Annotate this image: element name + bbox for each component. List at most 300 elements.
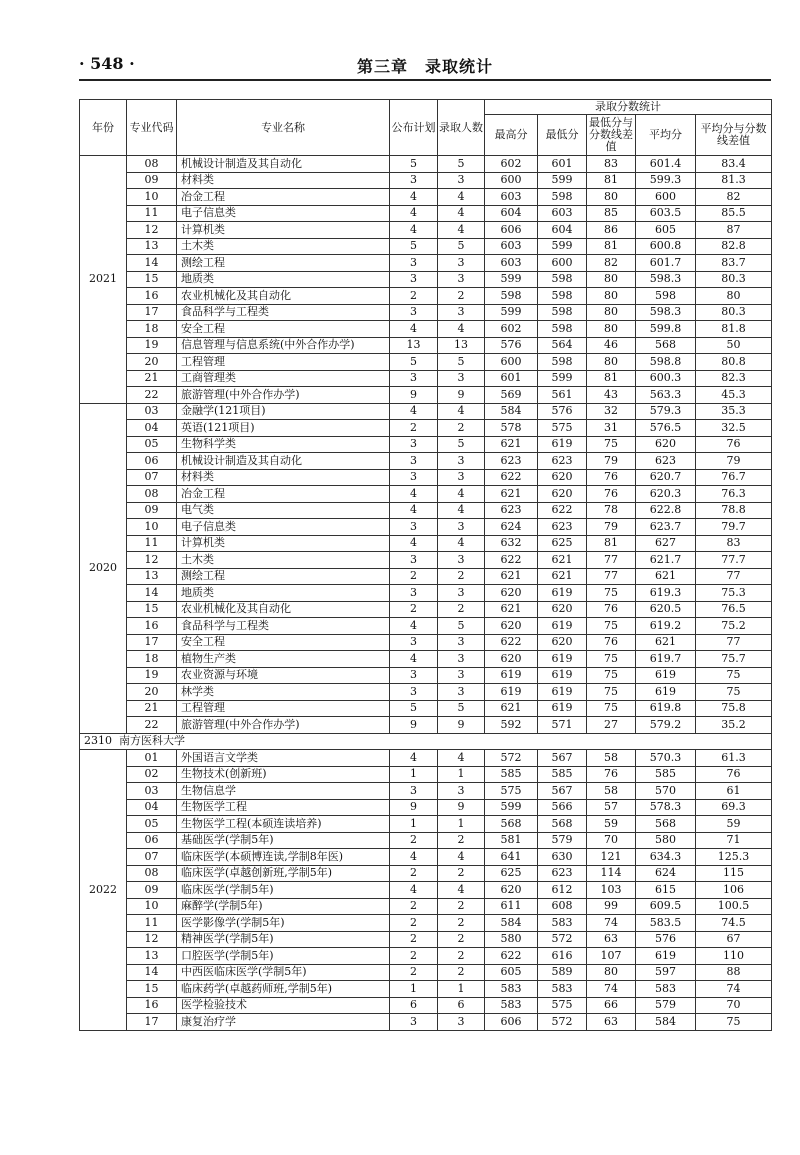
avg-diff-cell: 81.8	[696, 321, 772, 338]
name-cell: 测绘工程	[177, 568, 390, 585]
avg-cell: 580	[636, 832, 696, 849]
col-avg: 平均分	[636, 115, 696, 156]
avg-diff-cell: 67	[696, 931, 772, 948]
table-row	[80, 337, 772, 354]
max-cell: 603	[485, 255, 538, 272]
min-diff-cell: 63	[587, 1014, 636, 1031]
admitted-cell: 9	[438, 799, 485, 816]
plan-cell: 2	[390, 601, 438, 618]
plan-cell: 3	[390, 370, 438, 387]
min-cell: 598	[538, 271, 587, 288]
min-cell: 601	[538, 156, 587, 173]
min-cell: 598	[538, 288, 587, 305]
code-cell: 13	[127, 948, 177, 965]
max-cell: 581	[485, 832, 538, 849]
name-cell: 旅游管理(中外合作办学)	[177, 717, 390, 734]
table-row	[80, 1014, 772, 1031]
min-diff-cell: 80	[587, 354, 636, 371]
name-cell: 林学类	[177, 684, 390, 701]
admitted-cell: 9	[438, 717, 485, 734]
code-cell: 18	[127, 651, 177, 668]
name-cell: 计算机类	[177, 222, 390, 239]
table-row	[80, 387, 772, 404]
code-cell: 15	[127, 981, 177, 998]
min-diff-cell: 83	[587, 156, 636, 173]
name-cell: 生物医学工程(本硕连读培养)	[177, 816, 390, 833]
name-cell: 生物技术(创新班)	[177, 766, 390, 783]
avg-cell: 621	[636, 568, 696, 585]
avg-diff-cell: 82.8	[696, 238, 772, 255]
max-cell: 622	[485, 469, 538, 486]
min-cell: 567	[538, 783, 587, 800]
table-row	[80, 585, 772, 602]
name-cell: 地质类	[177, 585, 390, 602]
min-diff-cell: 74	[587, 915, 636, 932]
admitted-cell: 3	[438, 172, 485, 189]
admitted-cell: 2	[438, 964, 485, 981]
table-row	[80, 486, 772, 503]
max-cell: 592	[485, 717, 538, 734]
col-year: 年份	[80, 100, 127, 156]
avg-cell: 583	[636, 981, 696, 998]
admitted-cell: 2	[438, 931, 485, 948]
max-cell: 605	[485, 964, 538, 981]
admission-table	[79, 99, 772, 1031]
plan-cell: 9	[390, 717, 438, 734]
min-diff-cell: 43	[587, 387, 636, 404]
avg-cell: 603.5	[636, 205, 696, 222]
name-cell: 临床药学(卓越药师班,学制5年)	[177, 981, 390, 998]
min-cell: 575	[538, 997, 587, 1014]
min-cell: 561	[538, 387, 587, 404]
admitted-cell: 2	[438, 288, 485, 305]
avg-cell: 584	[636, 1014, 696, 1031]
max-cell: 641	[485, 849, 538, 866]
min-cell: 630	[538, 849, 587, 866]
avg-diff-cell: 45.3	[696, 387, 772, 404]
code-cell: 11	[127, 535, 177, 552]
avg-cell: 623.7	[636, 519, 696, 536]
name-cell: 农业机械化及其自动化	[177, 288, 390, 305]
avg-cell: 619.3	[636, 585, 696, 602]
code-cell: 20	[127, 684, 177, 701]
name-cell: 信息管理与信息系统(中外合作办学)	[177, 337, 390, 354]
table-row	[80, 222, 772, 239]
plan-cell: 4	[390, 882, 438, 899]
avg-diff-cell: 35.3	[696, 403, 772, 420]
code-cell: 11	[127, 205, 177, 222]
max-cell: 601	[485, 370, 538, 387]
year-cell: 2021	[80, 156, 127, 404]
max-cell: 621	[485, 700, 538, 717]
code-cell: 06	[127, 832, 177, 849]
table-row	[80, 849, 772, 866]
table-row	[80, 865, 772, 882]
avg-cell: 598	[636, 288, 696, 305]
avg-diff-cell: 115	[696, 865, 772, 882]
max-cell: 606	[485, 222, 538, 239]
max-cell: 621	[485, 568, 538, 585]
admitted-cell: 3	[438, 271, 485, 288]
min-diff-cell: 76	[587, 469, 636, 486]
min-diff-cell: 75	[587, 667, 636, 684]
plan-cell: 4	[390, 502, 438, 519]
max-cell: 600	[485, 172, 538, 189]
admitted-cell: 4	[438, 189, 485, 206]
plan-cell: 2	[390, 865, 438, 882]
admitted-cell: 2	[438, 832, 485, 849]
max-cell: 585	[485, 766, 538, 783]
avg-diff-cell: 80.3	[696, 304, 772, 321]
plan-cell: 3	[390, 1014, 438, 1031]
avg-cell: 619.7	[636, 651, 696, 668]
min-diff-cell: 46	[587, 337, 636, 354]
min-cell: 619	[538, 651, 587, 668]
plan-cell: 3	[390, 271, 438, 288]
table-body-1	[80, 156, 772, 734]
avg-cell: 599.3	[636, 172, 696, 189]
table-row	[80, 156, 772, 173]
min-cell: 623	[538, 519, 587, 536]
code-cell: 09	[127, 502, 177, 519]
name-cell: 外国语言文学类	[177, 750, 390, 767]
min-cell: 619	[538, 684, 587, 701]
avg-diff-cell: 76.5	[696, 601, 772, 618]
code-cell: 10	[127, 189, 177, 206]
min-diff-cell: 58	[587, 750, 636, 767]
min-cell: 623	[538, 865, 587, 882]
min-cell: 583	[538, 915, 587, 932]
min-diff-cell: 77	[587, 552, 636, 569]
avg-diff-cell: 76.3	[696, 486, 772, 503]
code-cell: 07	[127, 469, 177, 486]
admitted-cell: 3	[438, 469, 485, 486]
col-score-group: 录取分数统计	[485, 100, 772, 115]
min-cell: 620	[538, 469, 587, 486]
max-cell: 584	[485, 915, 538, 932]
name-cell: 电子信息类	[177, 519, 390, 536]
avg-cell: 615	[636, 882, 696, 899]
max-cell: 619	[485, 684, 538, 701]
max-cell: 623	[485, 502, 538, 519]
avg-diff-cell: 77	[696, 634, 772, 651]
code-cell: 13	[127, 568, 177, 585]
table-row	[80, 172, 772, 189]
table-row	[80, 964, 772, 981]
max-cell: 621	[485, 486, 538, 503]
plan-cell: 1	[390, 981, 438, 998]
col-name: 专业名称	[177, 100, 390, 156]
min-diff-cell: 75	[587, 651, 636, 668]
code-cell: 21	[127, 370, 177, 387]
min-cell: 568	[538, 816, 587, 833]
admitted-cell: 5	[438, 618, 485, 635]
min-cell: 598	[538, 189, 587, 206]
name-cell: 旅游管理(中外合作办学)	[177, 387, 390, 404]
avg-diff-cell: 71	[696, 832, 772, 849]
avg-diff-cell: 79	[696, 453, 772, 470]
min-cell: 598	[538, 321, 587, 338]
min-diff-cell: 31	[587, 420, 636, 437]
plan-cell: 3	[390, 552, 438, 569]
min-diff-cell: 99	[587, 898, 636, 915]
avg-diff-cell: 75.7	[696, 651, 772, 668]
max-cell: 599	[485, 799, 538, 816]
name-cell: 测绘工程	[177, 255, 390, 272]
code-cell: 19	[127, 667, 177, 684]
admitted-cell: 3	[438, 585, 485, 602]
code-cell: 02	[127, 766, 177, 783]
min-diff-cell: 80	[587, 964, 636, 981]
code-cell: 06	[127, 453, 177, 470]
name-cell: 食品科学与工程类	[177, 618, 390, 635]
table-row	[80, 469, 772, 486]
max-cell: 632	[485, 535, 538, 552]
plan-cell: 9	[390, 799, 438, 816]
table-row	[80, 816, 772, 833]
name-cell: 工程管理	[177, 700, 390, 717]
max-cell: 576	[485, 337, 538, 354]
plan-cell: 3	[390, 304, 438, 321]
avg-diff-cell: 76	[696, 436, 772, 453]
plan-cell: 2	[390, 832, 438, 849]
table-row	[80, 535, 772, 552]
code-cell: 14	[127, 585, 177, 602]
avg-diff-cell: 77	[696, 568, 772, 585]
max-cell: 620	[485, 618, 538, 635]
avg-diff-cell: 85.5	[696, 205, 772, 222]
admitted-cell: 3	[438, 552, 485, 569]
admitted-cell: 4	[438, 502, 485, 519]
min-diff-cell: 66	[587, 997, 636, 1014]
min-diff-cell: 78	[587, 502, 636, 519]
avg-cell: 609.5	[636, 898, 696, 915]
name-cell: 电子信息类	[177, 205, 390, 222]
avg-cell: 622.8	[636, 502, 696, 519]
table-row	[80, 519, 772, 536]
col-avg-diff: 平均分与分数线差值	[696, 115, 772, 156]
plan-cell: 2	[390, 915, 438, 932]
table-row	[80, 948, 772, 965]
avg-cell: 568	[636, 337, 696, 354]
plan-cell: 4	[390, 651, 438, 668]
avg-cell: 620	[636, 436, 696, 453]
plan-cell: 13	[390, 337, 438, 354]
admitted-cell: 4	[438, 535, 485, 552]
avg-diff-cell: 88	[696, 964, 772, 981]
max-cell: 599	[485, 271, 538, 288]
code-cell: 22	[127, 387, 177, 404]
min-cell: 598	[538, 304, 587, 321]
min-diff-cell: 76	[587, 601, 636, 618]
admitted-cell: 3	[438, 304, 485, 321]
code-cell: 18	[127, 321, 177, 338]
admitted-cell: 4	[438, 486, 485, 503]
max-cell: 620	[485, 585, 538, 602]
school-section-row	[80, 733, 772, 750]
admitted-cell: 5	[438, 700, 485, 717]
name-cell: 土木类	[177, 552, 390, 569]
avg-cell: 600.8	[636, 238, 696, 255]
table-row	[80, 271, 772, 288]
avg-diff-cell: 83.4	[696, 156, 772, 173]
min-cell: 619	[538, 700, 587, 717]
code-cell: 13	[127, 238, 177, 255]
avg-cell: 621.7	[636, 552, 696, 569]
name-cell: 农业资源与环境	[177, 667, 390, 684]
min-diff-cell: 80	[587, 288, 636, 305]
name-cell: 工商管理类	[177, 370, 390, 387]
code-cell: 16	[127, 997, 177, 1014]
plan-cell: 3	[390, 436, 438, 453]
plan-cell: 2	[390, 568, 438, 585]
table-row	[80, 700, 772, 717]
min-cell: 625	[538, 535, 587, 552]
chapter-title: 第三章 录取统计	[356, 57, 493, 76]
plan-cell: 3	[390, 172, 438, 189]
avg-cell: 599.8	[636, 321, 696, 338]
min-cell: 585	[538, 766, 587, 783]
avg-diff-cell: 83	[696, 535, 772, 552]
name-cell: 材料类	[177, 172, 390, 189]
plan-cell: 4	[390, 535, 438, 552]
avg-diff-cell: 61.3	[696, 750, 772, 767]
name-cell: 材料类	[177, 469, 390, 486]
table-row	[80, 832, 772, 849]
min-cell: 620	[538, 601, 587, 618]
avg-cell: 598.8	[636, 354, 696, 371]
table-row	[80, 750, 772, 767]
max-cell: 620	[485, 651, 538, 668]
admitted-cell: 4	[438, 750, 485, 767]
admitted-cell: 3	[438, 684, 485, 701]
school-name: 南方医科大学	[119, 734, 185, 748]
min-cell: 583	[538, 981, 587, 998]
table-row	[80, 915, 772, 932]
min-diff-cell: 80	[587, 189, 636, 206]
plan-cell: 5	[390, 156, 438, 173]
min-cell: 599	[538, 172, 587, 189]
code-cell: 17	[127, 304, 177, 321]
plan-cell: 3	[390, 585, 438, 602]
table-row	[80, 502, 772, 519]
name-cell: 电气类	[177, 502, 390, 519]
admitted-cell: 3	[438, 453, 485, 470]
admitted-cell: 9	[438, 387, 485, 404]
code-cell: 04	[127, 799, 177, 816]
code-cell: 09	[127, 172, 177, 189]
avg-cell: 600	[636, 189, 696, 206]
avg-diff-cell: 74	[696, 981, 772, 998]
plan-cell: 4	[390, 849, 438, 866]
plan-cell: 3	[390, 453, 438, 470]
plan-cell: 2	[390, 964, 438, 981]
col-admitted: 录取人数	[438, 100, 485, 156]
code-cell: 05	[127, 436, 177, 453]
avg-cell: 598.3	[636, 271, 696, 288]
code-cell: 12	[127, 222, 177, 239]
min-cell: 567	[538, 750, 587, 767]
admitted-cell: 1	[438, 766, 485, 783]
plan-cell: 4	[390, 618, 438, 635]
avg-cell: 634.3	[636, 849, 696, 866]
avg-diff-cell: 106	[696, 882, 772, 899]
min-cell: 621	[538, 552, 587, 569]
avg-diff-cell: 78.8	[696, 502, 772, 519]
max-cell: 598	[485, 288, 538, 305]
min-diff-cell: 103	[587, 882, 636, 899]
name-cell: 土木类	[177, 238, 390, 255]
max-cell: 625	[485, 865, 538, 882]
table-row	[80, 354, 772, 371]
min-diff-cell: 80	[587, 321, 636, 338]
name-cell: 安全工程	[177, 634, 390, 651]
table-row	[80, 304, 772, 321]
table-row	[80, 453, 772, 470]
min-cell: 608	[538, 898, 587, 915]
avg-cell: 619	[636, 948, 696, 965]
col-min: 最低分	[538, 115, 587, 156]
admitted-cell: 2	[438, 915, 485, 932]
min-diff-cell: 75	[587, 436, 636, 453]
max-cell: 603	[485, 238, 538, 255]
min-diff-cell: 63	[587, 931, 636, 948]
min-diff-cell: 76	[587, 486, 636, 503]
min-diff-cell: 80	[587, 271, 636, 288]
avg-cell: 601.7	[636, 255, 696, 272]
table-row	[80, 288, 772, 305]
min-diff-cell: 75	[587, 700, 636, 717]
max-cell: 622	[485, 552, 538, 569]
code-cell: 22	[127, 717, 177, 734]
plan-cell: 1	[390, 816, 438, 833]
avg-diff-cell: 77.7	[696, 552, 772, 569]
avg-diff-cell: 82	[696, 189, 772, 206]
code-cell: 16	[127, 618, 177, 635]
page-number: · 548 ·	[79, 54, 135, 73]
min-diff-cell: 59	[587, 816, 636, 833]
min-cell: 621	[538, 568, 587, 585]
table-row	[80, 238, 772, 255]
name-cell: 临床医学(本硕博连读,学制8年医)	[177, 849, 390, 866]
avg-cell: 624	[636, 865, 696, 882]
max-cell: 583	[485, 997, 538, 1014]
max-cell: 604	[485, 205, 538, 222]
admitted-cell: 5	[438, 156, 485, 173]
table-row	[80, 568, 772, 585]
code-cell: 12	[127, 931, 177, 948]
plan-cell: 4	[390, 486, 438, 503]
min-cell: 612	[538, 882, 587, 899]
code-cell: 04	[127, 420, 177, 437]
min-diff-cell: 79	[587, 519, 636, 536]
table-row	[80, 601, 772, 618]
code-cell: 10	[127, 519, 177, 536]
name-cell: 麻醉学(学制5年)	[177, 898, 390, 915]
avg-diff-cell: 110	[696, 948, 772, 965]
avg-diff-cell: 80.3	[696, 271, 772, 288]
avg-diff-cell: 61	[696, 783, 772, 800]
avg-diff-cell: 125.3	[696, 849, 772, 866]
table-row	[80, 205, 772, 222]
min-cell: 600	[538, 255, 587, 272]
year-cell: 2022	[80, 750, 127, 1031]
table-row	[80, 981, 772, 998]
max-cell: 600	[485, 354, 538, 371]
plan-cell: 4	[390, 321, 438, 338]
table-row	[80, 634, 772, 651]
code-cell: 17	[127, 634, 177, 651]
